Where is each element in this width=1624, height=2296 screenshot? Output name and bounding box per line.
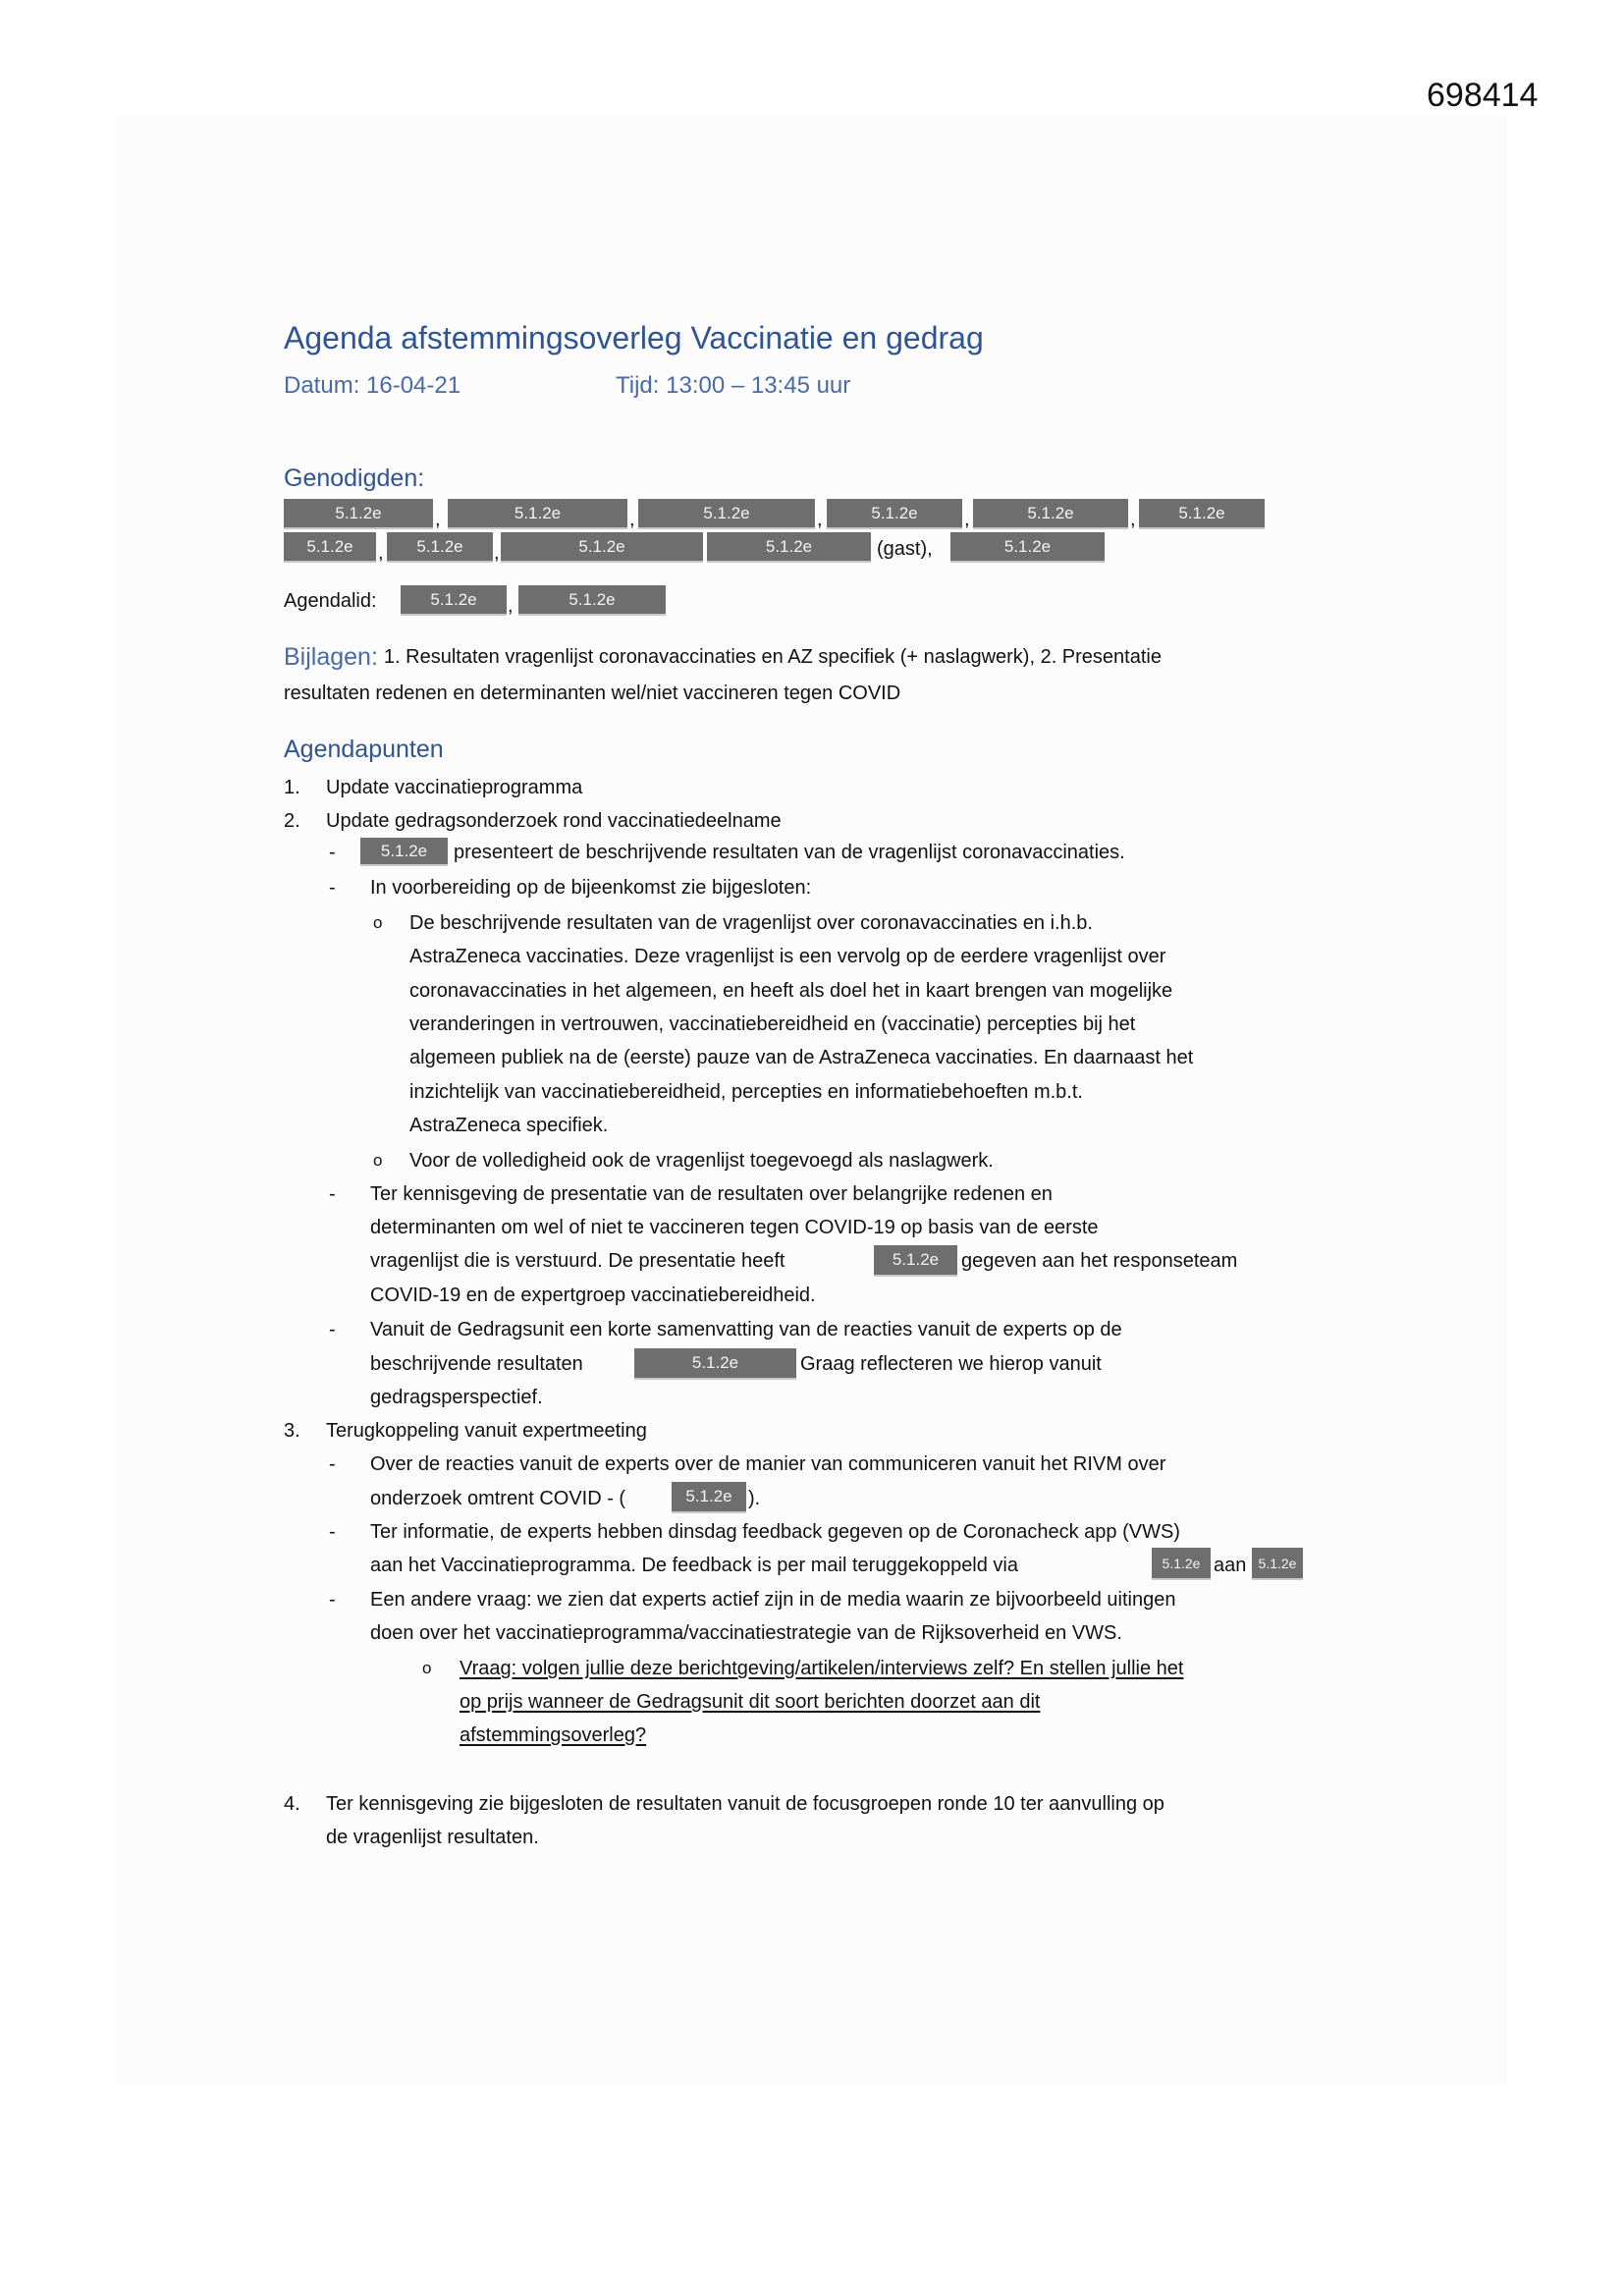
separator: , [508,595,514,617]
redaction-box: 5.1.2e [501,532,703,563]
redaction-box: 5.1.2e [1152,1548,1211,1580]
list-number: 2. [284,810,300,832]
redaction-box: 5.1.2e [827,499,962,529]
bullet-text: gegeven aan het responseteam [961,1250,1238,1272]
circle-bullet: o [422,1659,432,1677]
bullet-text: beschrijvende resultaten [370,1353,583,1375]
list-number: 4. [284,1793,300,1815]
attachments-line [284,642,1162,672]
bullet-text: ). [748,1488,761,1509]
agenda-item-3: Terugkoppeling vanuit expertmeeting [326,1420,647,1442]
sub-bullet-line: AstraZeneca vaccinaties. Deze vragenlijst is een vervolg op de eerdere vragenlijst over [409,946,1166,967]
dash-bullet: - [329,1589,336,1611]
redaction-box: 5.1.2e [448,499,627,529]
sub-bullet-line: coronavaccinaties in het algemeen, en heeft als doel het in kaart brengen van mogelijke [409,980,1173,1002]
question-line: afstemmingsoverleg? [460,1724,647,1746]
list-number: 1. [284,777,300,798]
dash-bullet: - [329,877,336,899]
sub-bullet-line: veranderingen in vertrouwen, vaccinatiebereidheid en (vaccinatie) percepties bij het [409,1013,1136,1035]
redaction-box: 5.1.2e [284,532,376,563]
separator: , [964,509,970,530]
bullet-text: aan [1214,1555,1247,1576]
attachments-label: Bijlagen: [284,643,378,671]
separator: , [817,509,823,530]
sub-bullet-line: Voor de volledigheid ook de vragenlijst toegevoegd als naslagwerk. [409,1150,994,1172]
redaction-box: 5.1.2e [387,532,493,563]
question-line: Vraag: volgen jullie deze berichtgeving/artikelen/interviews zelf? En stellen jullie het [460,1658,1184,1679]
document-number: 698414 [1427,77,1539,114]
bullet-text: aan het Vaccinatieprogramma. De feedback is per mail teruggekoppeld via [370,1555,1018,1576]
bullet-text: Ter kennisgeving de presentatie van de resultaten over belangrijke redenen en [370,1183,1053,1205]
agenda-item-2: Update gedragsonderzoek rond vaccinatiedeelname [326,810,782,832]
redaction-box: 5.1.2e [518,585,666,616]
bullet-text: vragenlijst die is verstuurd. De presentatie heeft [370,1250,785,1272]
separator: , [378,542,384,564]
attachments-text: 1. Resultaten vragenlijst coronavaccinaties en AZ specifiek (+ naslagwerk), 2. Presentatie [383,646,1162,668]
dash-bullet: - [329,1319,336,1340]
meeting-date: Datum: 16-04-21 [284,372,461,399]
agenda-heading: Agendapunten [284,736,444,763]
redaction-box: 5.1.2e [950,532,1105,563]
sub-bullet-line: algemeen publiek na de (eerste) pauze van de AstraZeneca vaccinaties. En daarnaast het [409,1047,1194,1068]
agenda-item-4: de vragenlijst resultaten. [326,1827,539,1848]
meeting-time: Tijd: 13:00 – 13:45 uur [616,372,851,399]
separator: , [494,542,500,564]
list-number: 3. [284,1420,300,1442]
redaction-box: 5.1.2e [360,838,448,866]
agenda-item-4: Ter kennisgeving zie bijgesloten de resultaten vanuit de focusgroepen ronde 10 ter aanvulling op [326,1793,1164,1815]
redaction-box: 5.1.2e [973,499,1128,529]
agenda-item-1: Update vaccinatieprogramma [326,777,583,798]
circle-bullet: o [373,913,383,932]
invitees-heading: Genodigden: [284,465,425,492]
bullet-text: presenteert de beschrijvende resultaten van de vragenlijst coronavaccinaties. [454,842,1125,863]
redaction-box: 5.1.2e [401,585,507,616]
separator: , [629,509,635,530]
page-title: Agenda afstemmingsoverleg Vaccinatie en gedrag [284,320,984,355]
dash-bullet: - [329,842,336,863]
attachments-line: resultaten redenen en determinanten wel/niet vaccineren tegen COVID [284,683,901,704]
circle-bullet: o [373,1151,383,1170]
bullet-text: COVID-19 en de expertgroep vaccinatiebereidheid. [370,1285,816,1306]
separator: , [1130,509,1136,530]
bullet-text: Over de reacties vanuit de experts over de manier van communiceren vanuit het RIVM over [370,1453,1166,1475]
redaction-box: 5.1.2e [1139,499,1265,529]
redaction-box: 5.1.2e [284,499,433,529]
bullet-text: doen over het vaccinatieprogramma/vaccinatiestrategie van de Rijksoverheid en VWS. [370,1622,1122,1644]
bullet-text: determinanten om wel of niet te vaccineren tegen COVID-19 op basis van de eerste [370,1217,1099,1238]
dash-bullet: - [329,1521,336,1543]
bullet-text: Graag reflecteren we hierop vanuit [800,1353,1102,1375]
sub-bullet-line: AstraZeneca specifiek. [409,1115,609,1136]
bullet-text: Ter informatie, de experts hebben dinsdag feedback gegeven op de Coronacheck app (VWS) [370,1521,1180,1543]
question-line: op prijs wanneer de Gedragsunit dit soort berichten doorzet aan dit [460,1691,1041,1713]
bullet-text: gedragsperspectief. [370,1387,543,1408]
redaction-box: 5.1.2e [707,532,871,563]
sub-bullet-line: De beschrijvende resultaten van de vragenlijst over coronavaccinaties en i.h.b. [409,912,1093,934]
agendalid-label: Agendalid: [284,590,377,612]
redaction-box: 5.1.2e [1252,1548,1303,1580]
redaction-box: 5.1.2e [874,1245,957,1277]
bullet-text: Vanuit de Gedragsunit een korte samenvatting van de reacties vanuit de experts op de [370,1319,1122,1340]
bullet-text: onderzoek omtrent COVID - ( [370,1488,626,1509]
dash-bullet: - [329,1453,336,1475]
redaction-box: 5.1.2e [638,499,815,529]
redaction-box: 5.1.2e [634,1348,796,1380]
redaction-box: 5.1.2e [672,1482,746,1513]
bullet-text: In voorbereiding op de bijeenkomst zie bijgesloten: [370,877,812,899]
sub-bullet-line: inzichtelijk van vaccinatiebereidheid, percepties en informatiebehoeften m.b.t. [409,1081,1083,1103]
dash-bullet: - [329,1183,336,1205]
bullet-text: Een andere vraag: we zien dat experts actief zijn in de media waarin ze bijvoorbeeld uitingen [370,1589,1176,1611]
separator: , [435,509,441,530]
guest-note: (gast), [877,538,933,560]
